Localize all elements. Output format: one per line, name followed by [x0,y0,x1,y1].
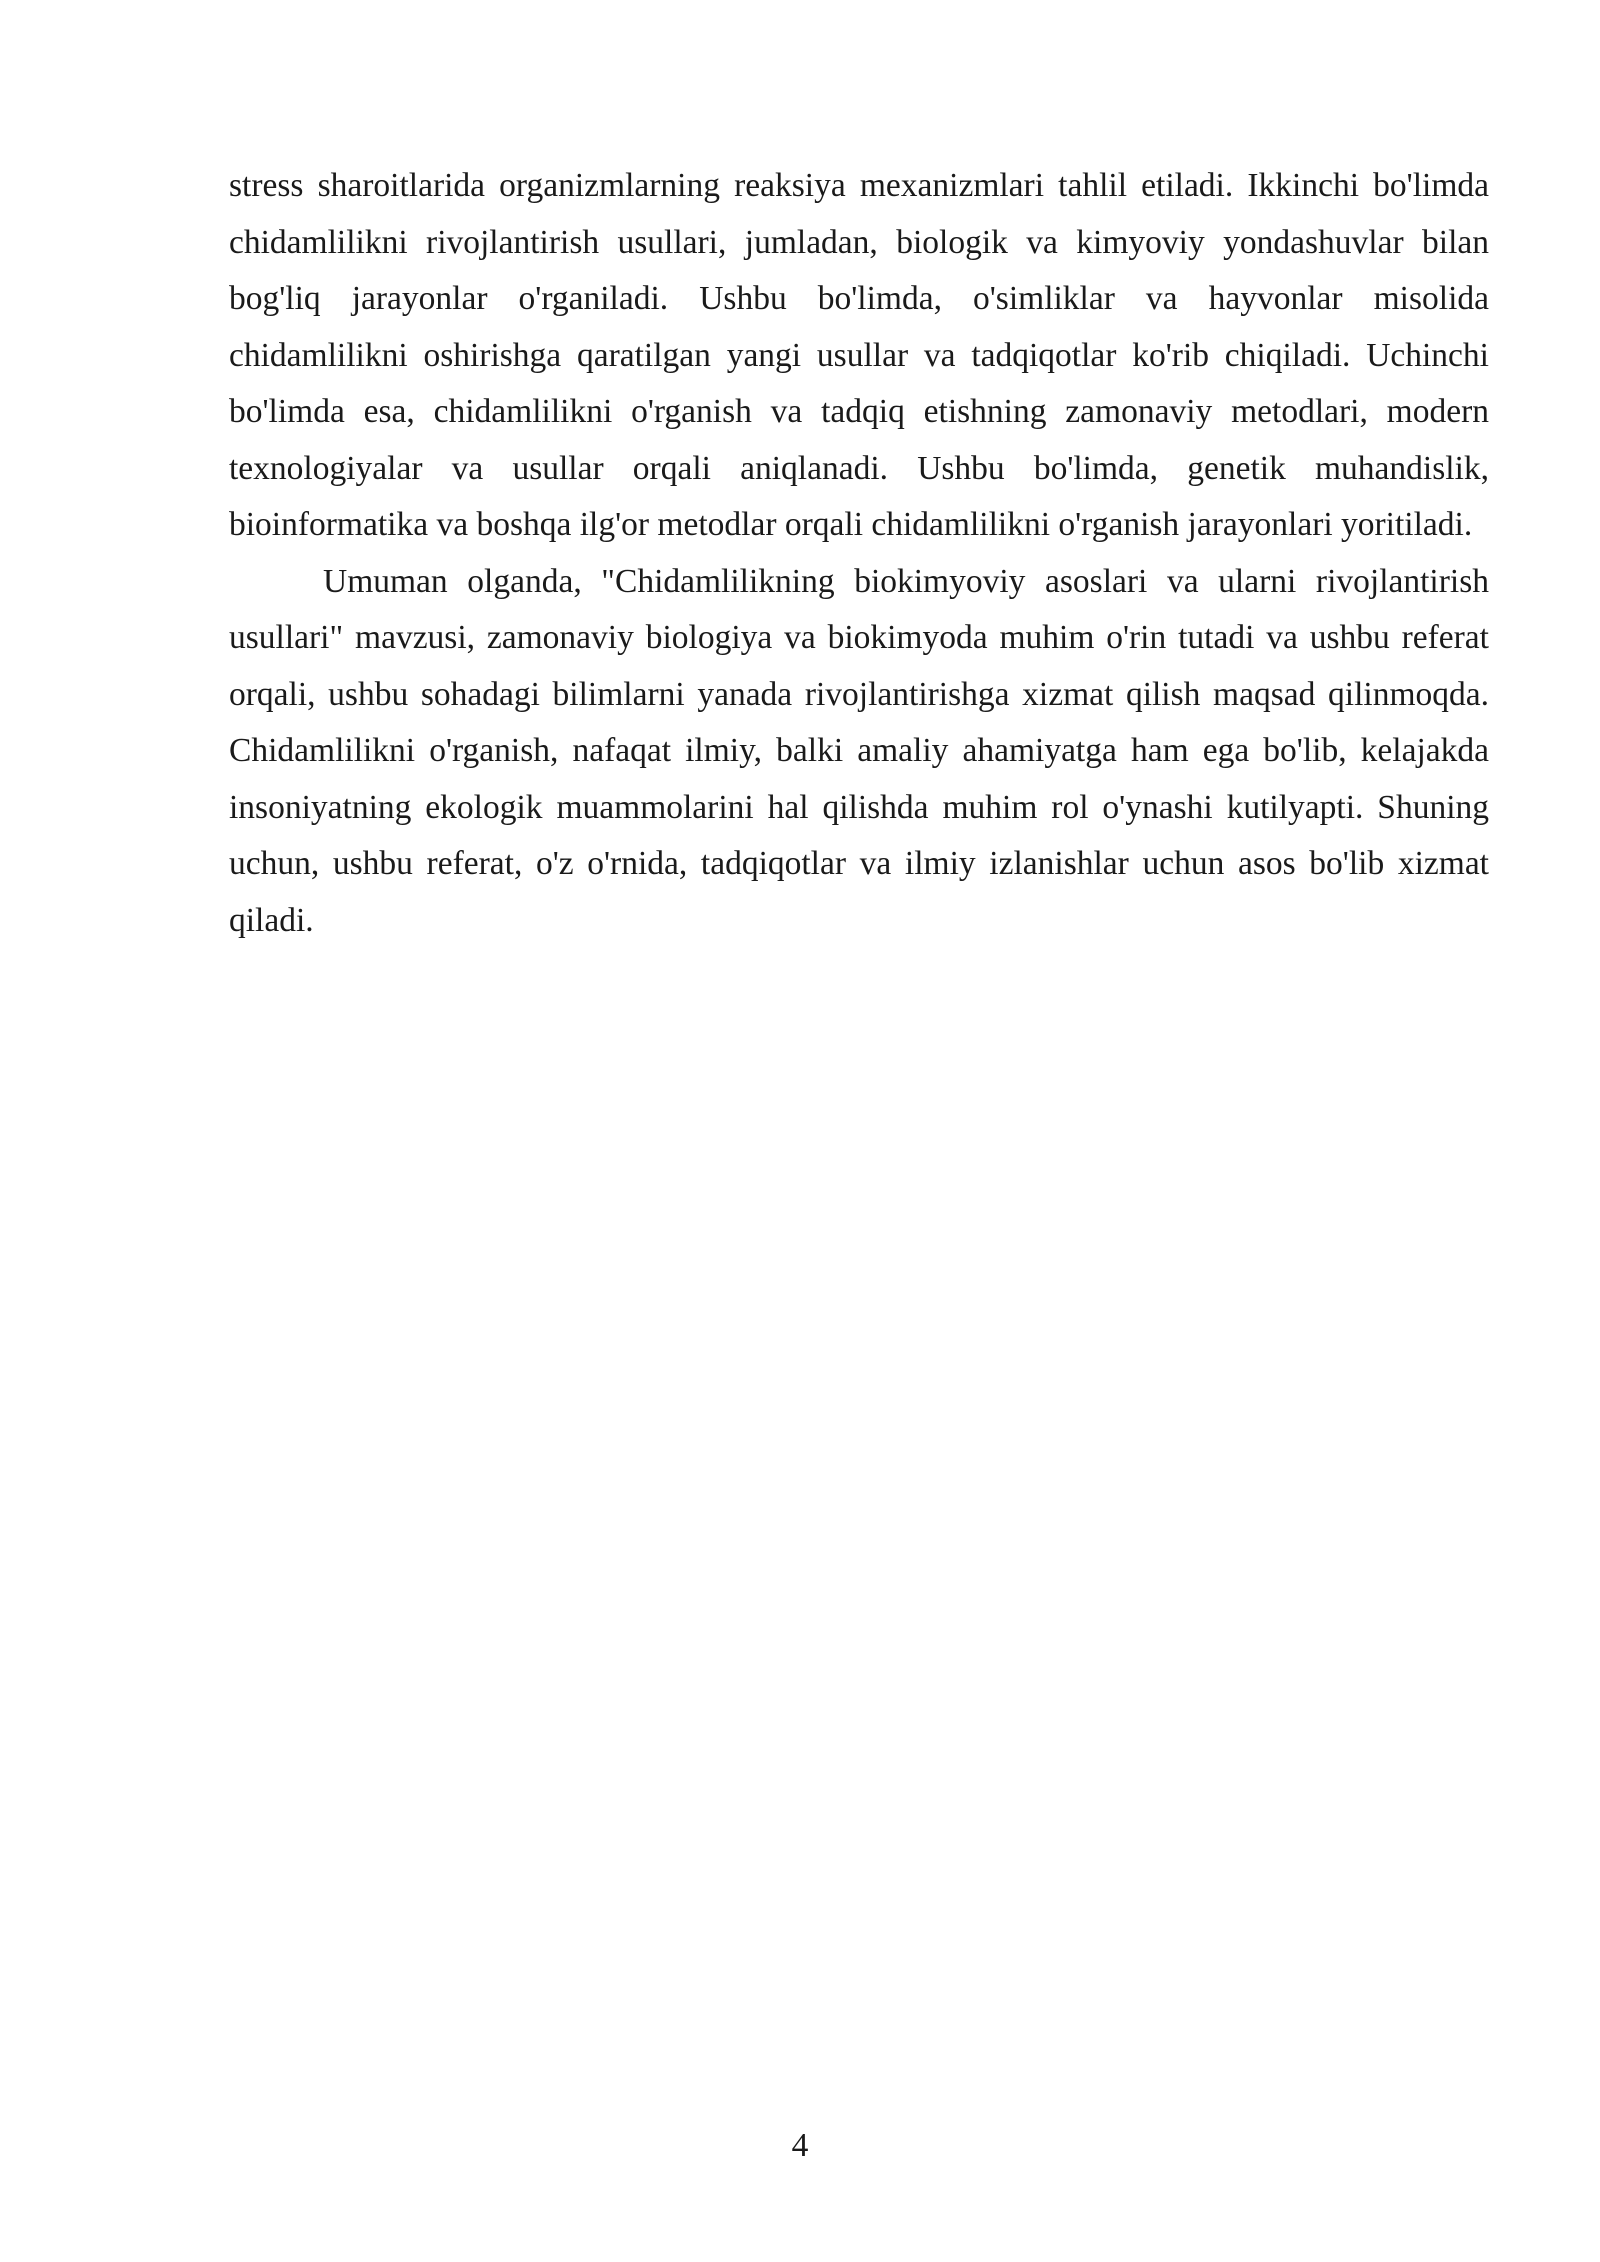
paragraph-continuation: stress sharoitlarida organizmlarning reaksiya mexanizmlari tahlil etiladi. Ikkinchi bo'limda chidamlilikni rivojlantirish usullari, jumladan, biologik va kimyoviy yondashuvlar bilan bog'liq jarayonlar o'rganiladi. Ushbu bo'limda, o'simliklar va hayvonlar misolida chidamlilikni oshirishga qaratilgan yangi usullar va tadqiqotlar ko'rib chiqiladi. Uchinchi bo'limda esa, chidamlilikni o'rganish va tadqiq etishning zamonaviy metodlari, modern texnologiyalar va usullar orqali aniqlanadi. Ushbu bo'limda, genetik muhandislik, bioinformatika va boshqa ilg'or metodlar orqali chidamlilikni o'rganish jarayonlari yoritiladi. [229,167,1489,543]
paragraph-conclusion: Umuman olganda, "Chidamlilikning biokimyoviy asoslari va ularni rivojlantirish usullari" mavzusi, zamonaviy biologiya va biokimyoda muhim o'rin tutadi va ushbu referat orqali, ushbu sohadagi bilimlarni yanada rivojlantirishga xizmat qilish maqsad qilinmoqda. Chidamlilikni o'rganish, nafaqat ilmiy, balki amaliy ahamiyatga ham ega bo'lib, kelajakda insoniyatning ekologik muammolarini hal qilishda muhim rol o'ynashi kutilyapti. Shuning uchun, ushbu referat, o'z o'rnida, tadqiqotlar va ilmiy izlanishlar uchun asos bo'lib xizmat qiladi. [229,562,1489,939]
page-number: 4 [791,2127,809,2164]
body-text [229,158,1489,949]
